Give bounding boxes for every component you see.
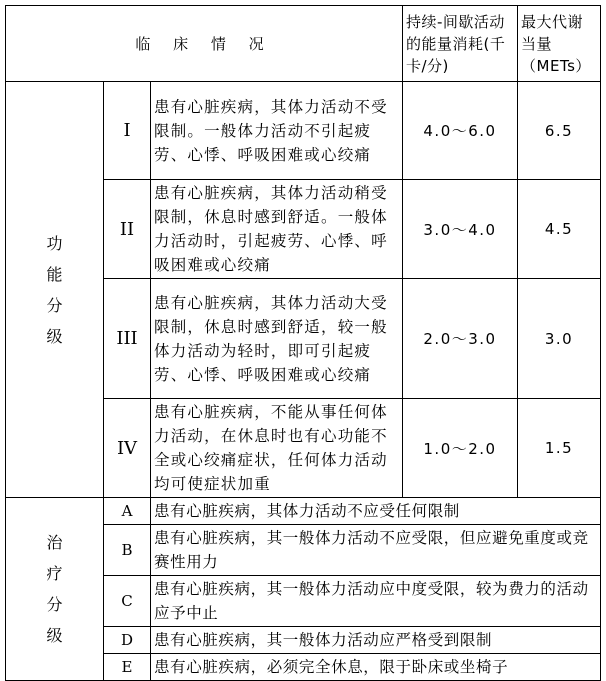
cardiac-function-table (5, 5, 601, 681)
mets-cell: 6.5 (518, 82, 601, 180)
energy-cell: 3.0～4.0 (403, 180, 518, 279)
description-cell: 患有心脏疾病，其一般体力活动应严格受到限制 (151, 627, 601, 654)
description-cell: 患有心脏疾病，不能从事任何体力活动，在休息时也有心功能不全或心绞痛症状，任何体力活动均可使症状加重 (151, 399, 403, 498)
description-cell: 患有心脏疾病，其一般体力活动不应受限，但应避免重度或竞赛性用力 (151, 525, 601, 576)
description-cell: 患有心脏疾病，其体力活动稍受限制，休息时感到舒适。一般体力活动时，引起疲劳、心悸、呼吸困难或心绞痛 (151, 180, 403, 279)
header-energy: 持续-间歇活动的能量消耗(千卡/分) (403, 6, 518, 82)
grade-cell: B (104, 525, 151, 576)
treatment-row (6, 498, 601, 525)
grade-cell: III (104, 279, 151, 399)
treatment-group-label: 治 疗 分 级 (6, 498, 104, 681)
mets-cell: 1.5 (518, 399, 601, 498)
grade-cell: II (104, 180, 151, 279)
mets-cell: 4.5 (518, 180, 601, 279)
grade-cell: IV (104, 399, 151, 498)
energy-cell: 4.0～6.0 (403, 82, 518, 180)
grade-cell: E (104, 654, 151, 681)
functional-group-label: 功 能 分 级 (6, 82, 104, 498)
description-cell: 患有心脏疾病，必须完全休息，限于卧床或坐椅子 (151, 654, 601, 681)
mets-cell: 3.0 (518, 279, 601, 399)
description-cell: 患有心脏疾病，其体力活动不受限制。一般体力活动不引起疲劳、心悸、呼吸困难或心绞痛 (151, 82, 403, 180)
description-cell: 患有心脏疾病，其体力活动大受限制，休息时感到舒适，较一般体力活动为轻时，即可引起疲劳、心悸、呼吸困难或心绞痛 (151, 279, 403, 399)
grade-cell: C (104, 576, 151, 627)
energy-cell: 1.0～2.0 (403, 399, 518, 498)
header-row (6, 6, 601, 82)
header-mets: 最大代谢当量（METs） (518, 6, 601, 82)
classification-table-wrapper (5, 5, 601, 681)
grade-cell: A (104, 498, 151, 525)
functional-row (6, 82, 601, 180)
description-cell: 患有心脏疾病，其一般体力活动应中度受限，较为费力的活动应予中止 (151, 576, 601, 627)
energy-cell: 2.0～3.0 (403, 279, 518, 399)
header-clinical: 临 床 情 况 (6, 6, 403, 82)
grade-cell: I (104, 82, 151, 180)
grade-cell: D (104, 627, 151, 654)
description-cell: 患有心脏疾病，其体力活动不应受任何限制 (151, 498, 601, 525)
